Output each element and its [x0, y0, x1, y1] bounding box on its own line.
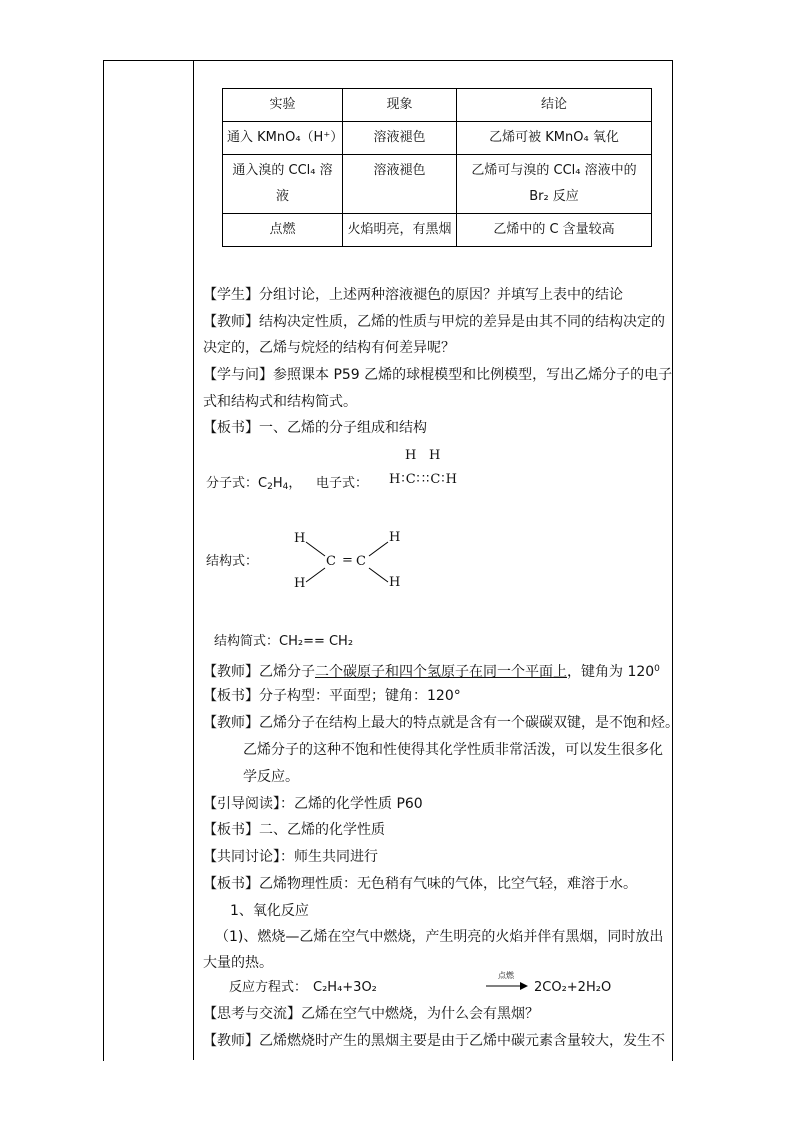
- equation-label: 反应方程式：: [229, 980, 308, 995]
- paragraph-teacher-3a: 【教师】乙烯分子在结构上最大的特点就是含有一个碳碳双键，是不饱和烃。: [203, 715, 679, 731]
- electron-formula-label: 电子式：: [316, 476, 369, 491]
- paragraph-board-4: 【板书】乙烯物理性质：无色稍有气味的气体，比空气轻，难溶于水。: [203, 876, 637, 892]
- paragraph-question-a: 【学与问】参照课本 P59 乙烯的球棍模型和比例模型，写出乙烯分子的电子: [203, 367, 673, 383]
- bond-line: [306, 542, 325, 556]
- equation-condition: 点燃: [498, 971, 514, 980]
- equation-right: 2CO₂+2H₂O: [534, 980, 612, 995]
- struct-c: C: [356, 554, 366, 569]
- paragraph-question-b: 式和结构式和结构简式。: [203, 394, 357, 410]
- paragraph-board-3: 【板书】二、乙烯的化学性质: [203, 822, 385, 838]
- table-cell: 乙烯可被 KMnO₄ 氧化: [457, 122, 652, 155]
- table-cell: 通入 KMnO₄（H⁺）: [223, 122, 343, 155]
- header-cell: 现象: [343, 89, 457, 122]
- struct-h: H: [294, 531, 306, 546]
- table-cell: 溶液褪色: [343, 122, 457, 155]
- paragraph-teacher-2: 【教师】乙烯分子二个碳原子和四个氢原子在同一个平面上，键角为 $120^0$: [203, 664, 660, 680]
- subheading-oxidation: 1、氧化反应: [230, 903, 309, 919]
- struct-h: H: [389, 575, 401, 590]
- table-cell: 火焰明亮，有黑烟: [343, 214, 457, 247]
- arrow-head: [520, 982, 528, 990]
- paragraph-teacher-3c: 学反应。: [243, 769, 299, 785]
- electron-top-h: H: [429, 448, 441, 463]
- struct-h: H: [294, 576, 306, 591]
- paragraph-combustion-b: 大量的热。: [203, 955, 273, 971]
- header-cell: 实验: [223, 89, 343, 122]
- paragraph-teacher-1b: 决定的，乙烯与烷烃的结构有何差异呢？: [203, 340, 455, 356]
- paragraph-think: 【思考与交流】乙烯在空气中燃烧，为什么会有黑烟？: [203, 1006, 539, 1022]
- header-cell: 结论: [457, 89, 652, 122]
- electron-formula: H∶C∷∶C∶H: [389, 472, 458, 487]
- paragraph-teacher-4: 【教师】乙烯燃烧时产生的黑烟主要是由于乙烯中碳元素含量较大，发生不: [203, 1033, 665, 1049]
- table-cell: 溶液褪色: [343, 155, 457, 214]
- paragraph-student: 【学生】分组讨论，上述两种溶液褪色的原因？并填写上表中的结论: [203, 287, 623, 303]
- formula-label: 分子式：: [206, 476, 259, 491]
- paragraph-discussion: 【共同讨论】：师生共同进行: [203, 849, 378, 865]
- table-cell: 乙烯可与溴的 CCl₄ 溶液中的 Br₂ 反应: [457, 155, 652, 214]
- paragraph-combustion-a: （1)、燃烧—乙烯在空气中燃烧，产生明亮的火焰并伴有黑烟，同时放出: [215, 929, 664, 945]
- molecular-formula: 分子式：$C_2H_4$，: [206, 476, 302, 492]
- paragraph-reading: 【引导阅读】：乙烯的化学性质 P60: [203, 796, 423, 812]
- table-cell: 乙烯中的 C 含量较高: [457, 214, 652, 247]
- table-cell: 通入溴的 CCl₄ 溶液: [223, 155, 343, 214]
- paragraph-teacher-1a: 【教师】结构决定性质，乙烯的性质与甲烷的差异是由其不同的结构决定的: [203, 314, 665, 330]
- structural-label: 结构式：: [206, 554, 259, 569]
- struct-h: H: [389, 530, 401, 545]
- electron-top-h: H: [405, 448, 417, 463]
- table-cell: 点燃: [223, 214, 343, 247]
- simplified-formula: 结构简式：CH₂== CH₂: [214, 634, 354, 649]
- bond-line: [369, 542, 388, 556]
- struct-c: C: [326, 554, 336, 569]
- equation-left: C₂H₄+3O₂: [313, 980, 377, 995]
- paragraph-teacher-3b: 乙烯分子的这种不饱和性使得其化学性质非常活泼，可以发生很多化: [243, 742, 663, 758]
- bond-line: [369, 568, 388, 582]
- paragraph-board-2: 【板书】分子构型：平面型；键角：120°: [203, 688, 461, 704]
- struct-double-bond: =: [342, 553, 353, 568]
- paragraph-board-1: 【板书】一、乙烯的分子组成和结构: [203, 420, 427, 436]
- bond-line: [306, 568, 325, 582]
